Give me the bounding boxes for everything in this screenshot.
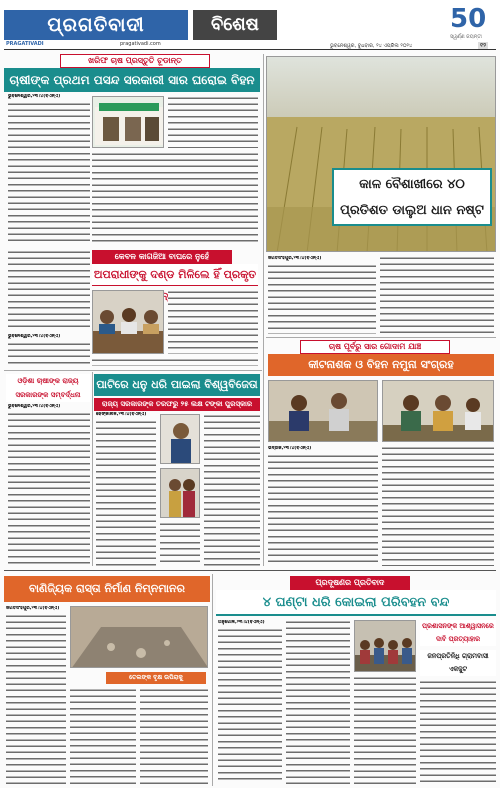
- anniversary-subtitle: ସ୍ୱର୍ଣ୍ଣ ଜୟନ୍ତୀ: [450, 34, 482, 40]
- inspection-image-2: [383, 381, 494, 442]
- story4-headline[interactable]: କୀଟନାଶକ ଓ ବିହନ ନମୁନା ସଂଗ୍ରହ: [268, 354, 494, 376]
- story5-dateline: ଭୁବନେଶ୍ୱର,୨୩।୪(ବିଏନ୍‌ଏ): [8, 404, 61, 409]
- story3-headline[interactable]: କାଳ ବୈଶାଖୀରେ ୪୦ ପ୍ରତିଶତ ଡାଲୁଅ ଧାନ ନଷ୍ଟ: [332, 168, 492, 226]
- page-number: ୧୨: [480, 42, 487, 49]
- story8-text-col2: [286, 620, 350, 784]
- masthead-rule: [4, 49, 496, 50]
- story6-dateline: ଢେଙ୍କାନାଳ,୨୩।୪(ବିଏନ୍‌ଏ): [96, 412, 147, 417]
- award-ceremony-image: [161, 469, 200, 518]
- story2-photo: [92, 290, 164, 354]
- meeting-image: [93, 291, 164, 354]
- broken-road-image: [71, 607, 208, 668]
- story3-dateline: ଜଗତସିଂହପୁର,୨୩।୪(ବିଏନ୍‌ଏ): [268, 256, 322, 261]
- story5-headline[interactable]: ଓଡ଼ିଶା ଚାଷୀଙ୍କ ରାଜ୍ୟ ସରକାରଙ୍କ ସମ୍ବର୍ଦ୍ଧନା: [6, 374, 90, 402]
- story6-photo-1: [160, 414, 200, 464]
- story6-kicker: ରାଜ୍ୟ ସରକାରଙ୍କ ତରଫରୁ ୨୫ ଲକ୍ଷ ଟଙ୍କା ପୁରସ୍କାର: [94, 398, 260, 411]
- story8-sidehead-2: ଜନପ୍ରତିନିଧି ଗ୍ରାମବାସୀ ଏକଜୁଟ: [420, 650, 496, 676]
- story4-photo-2: [382, 380, 494, 442]
- logo-subtitle: PRAGATIVADI: [6, 41, 44, 47]
- story4-dateline: ଭଦ୍ରକ,୨୩।୪(ବିଏନ୍‌ଏ): [268, 446, 312, 451]
- story4-photo-1: [268, 380, 378, 442]
- anniversary-number: 50: [450, 4, 487, 34]
- story7-text-col3: [140, 688, 208, 784]
- shop-building-image: [93, 97, 164, 148]
- story3-text-col1: [268, 264, 376, 334]
- story1-kicker: ଖରିଫ ଚାଷ ପ୍ରସ୍ତୁତି ଚୂଡାନ୍ତ: [60, 54, 210, 68]
- story7-text-col2: [70, 688, 136, 784]
- story8-headline[interactable]: ୪ ଘଣ୍ଟା ଧରି କୋଇଲା ପରିବହନ ବନ୍ଦ: [216, 590, 496, 616]
- story8-text-col3: [354, 676, 416, 784]
- story1-dateline: ଭୁବନେଶ୍ୱର,୨୩।୪(ବିଏନ୍‌ଏ): [8, 94, 61, 99]
- story2-kicker: କେବଳ କାଗଜିଆ ବାଘରେ ନୁହେଁ: [92, 250, 232, 264]
- story8-text-col1: [218, 628, 282, 784]
- story7-photo: [70, 606, 208, 668]
- inspection-image-1: [269, 381, 378, 442]
- newspaper-logo[interactable]: ପ୍ରଗତିବାଦୀ: [4, 10, 188, 40]
- story7-headline[interactable]: ବାଣିଜ୍ୟିକ ରାସ୍ତା ନିର୍ମାଣ ନିମ୍ନମାନର: [4, 576, 210, 602]
- section-title: ବିଶେଷ: [193, 10, 277, 40]
- archer-portrait-image: [161, 415, 200, 464]
- story7-subhead: ତେଲଙ୍କ ବୃକ୍ଷ ଉପିରାକୁ: [106, 672, 206, 684]
- story7-text-col1: [6, 614, 66, 784]
- story4-text-col1: [268, 454, 378, 566]
- story1-photo: [92, 96, 164, 148]
- story8-dateline: ଅନୁଗୋଳ,୨୩।୪(ବିଏନ୍‌ଏ): [218, 620, 265, 625]
- story8-sidehead-1: ପ୍ରଶାସନଙ୍କ ଆଶ୍ୱାସନରେ ଦାବି ପ୍ରତ୍ୟାହାର: [420, 620, 496, 646]
- story6-headline[interactable]: ପାଟିରେ ଧନୁ ଧରି ପାଇଲା ବିଶ୍ୱବିଜେତା: [94, 374, 260, 396]
- story1-headline[interactable]: ଚାଷୀଙ୍କ ପ୍ରଥମ ପସନ୍ଦ ସରକାରୀ ସାର ଘରୋଇ ବିହନ: [4, 68, 260, 92]
- protest-crowd-image: [355, 621, 416, 672]
- story2-left-text: [8, 250, 90, 332]
- story2-headline[interactable]: ଅପରାଧୀଙ୍କୁ ଦଣ୍ଡ ମିଳିଲେ ହିଁ ପ୍ରକୃତ: [92, 264, 258, 286]
- story8-side-text: [420, 680, 496, 784]
- story8-kicker: ପ୍ରଦୂଷଣର ପ୍ରତିବାଦ: [290, 576, 410, 590]
- story6-photo-2: [160, 468, 200, 518]
- anniversary-badge: [450, 4, 494, 40]
- masthead: [0, 0, 500, 50]
- story2-dateline: ଭୁବନେଶ୍ୱର,୨୩।୪(ବିଏନ୍‌ଏ): [8, 334, 61, 339]
- story3-text-col2: [380, 256, 494, 334]
- story6-text-col2: [204, 414, 260, 566]
- website-text: pragativadi.com: [120, 41, 161, 47]
- story4-text-col2: [382, 446, 494, 566]
- story7-dateline: ଜଗତସିଂହପୁର,୨୩।୪(ବିଏନ୍‌ଏ): [6, 606, 60, 611]
- story4-kicker: ଚାଷ ପୂର୍ବରୁ ସାର ଗୋଦାମ ଯାଞ୍ଚ: [300, 340, 450, 354]
- page-dateline: ଭୁବନେଶ୍ୱର, ବୁଧବାର, ୨୪ ଏପ୍ରିଲ ୨୦୨୪: [330, 43, 413, 49]
- story8-photo: [354, 620, 416, 672]
- story5-text: [8, 412, 90, 566]
- story6-text-col1: [96, 420, 156, 566]
- story1-text-col1: [8, 102, 90, 244]
